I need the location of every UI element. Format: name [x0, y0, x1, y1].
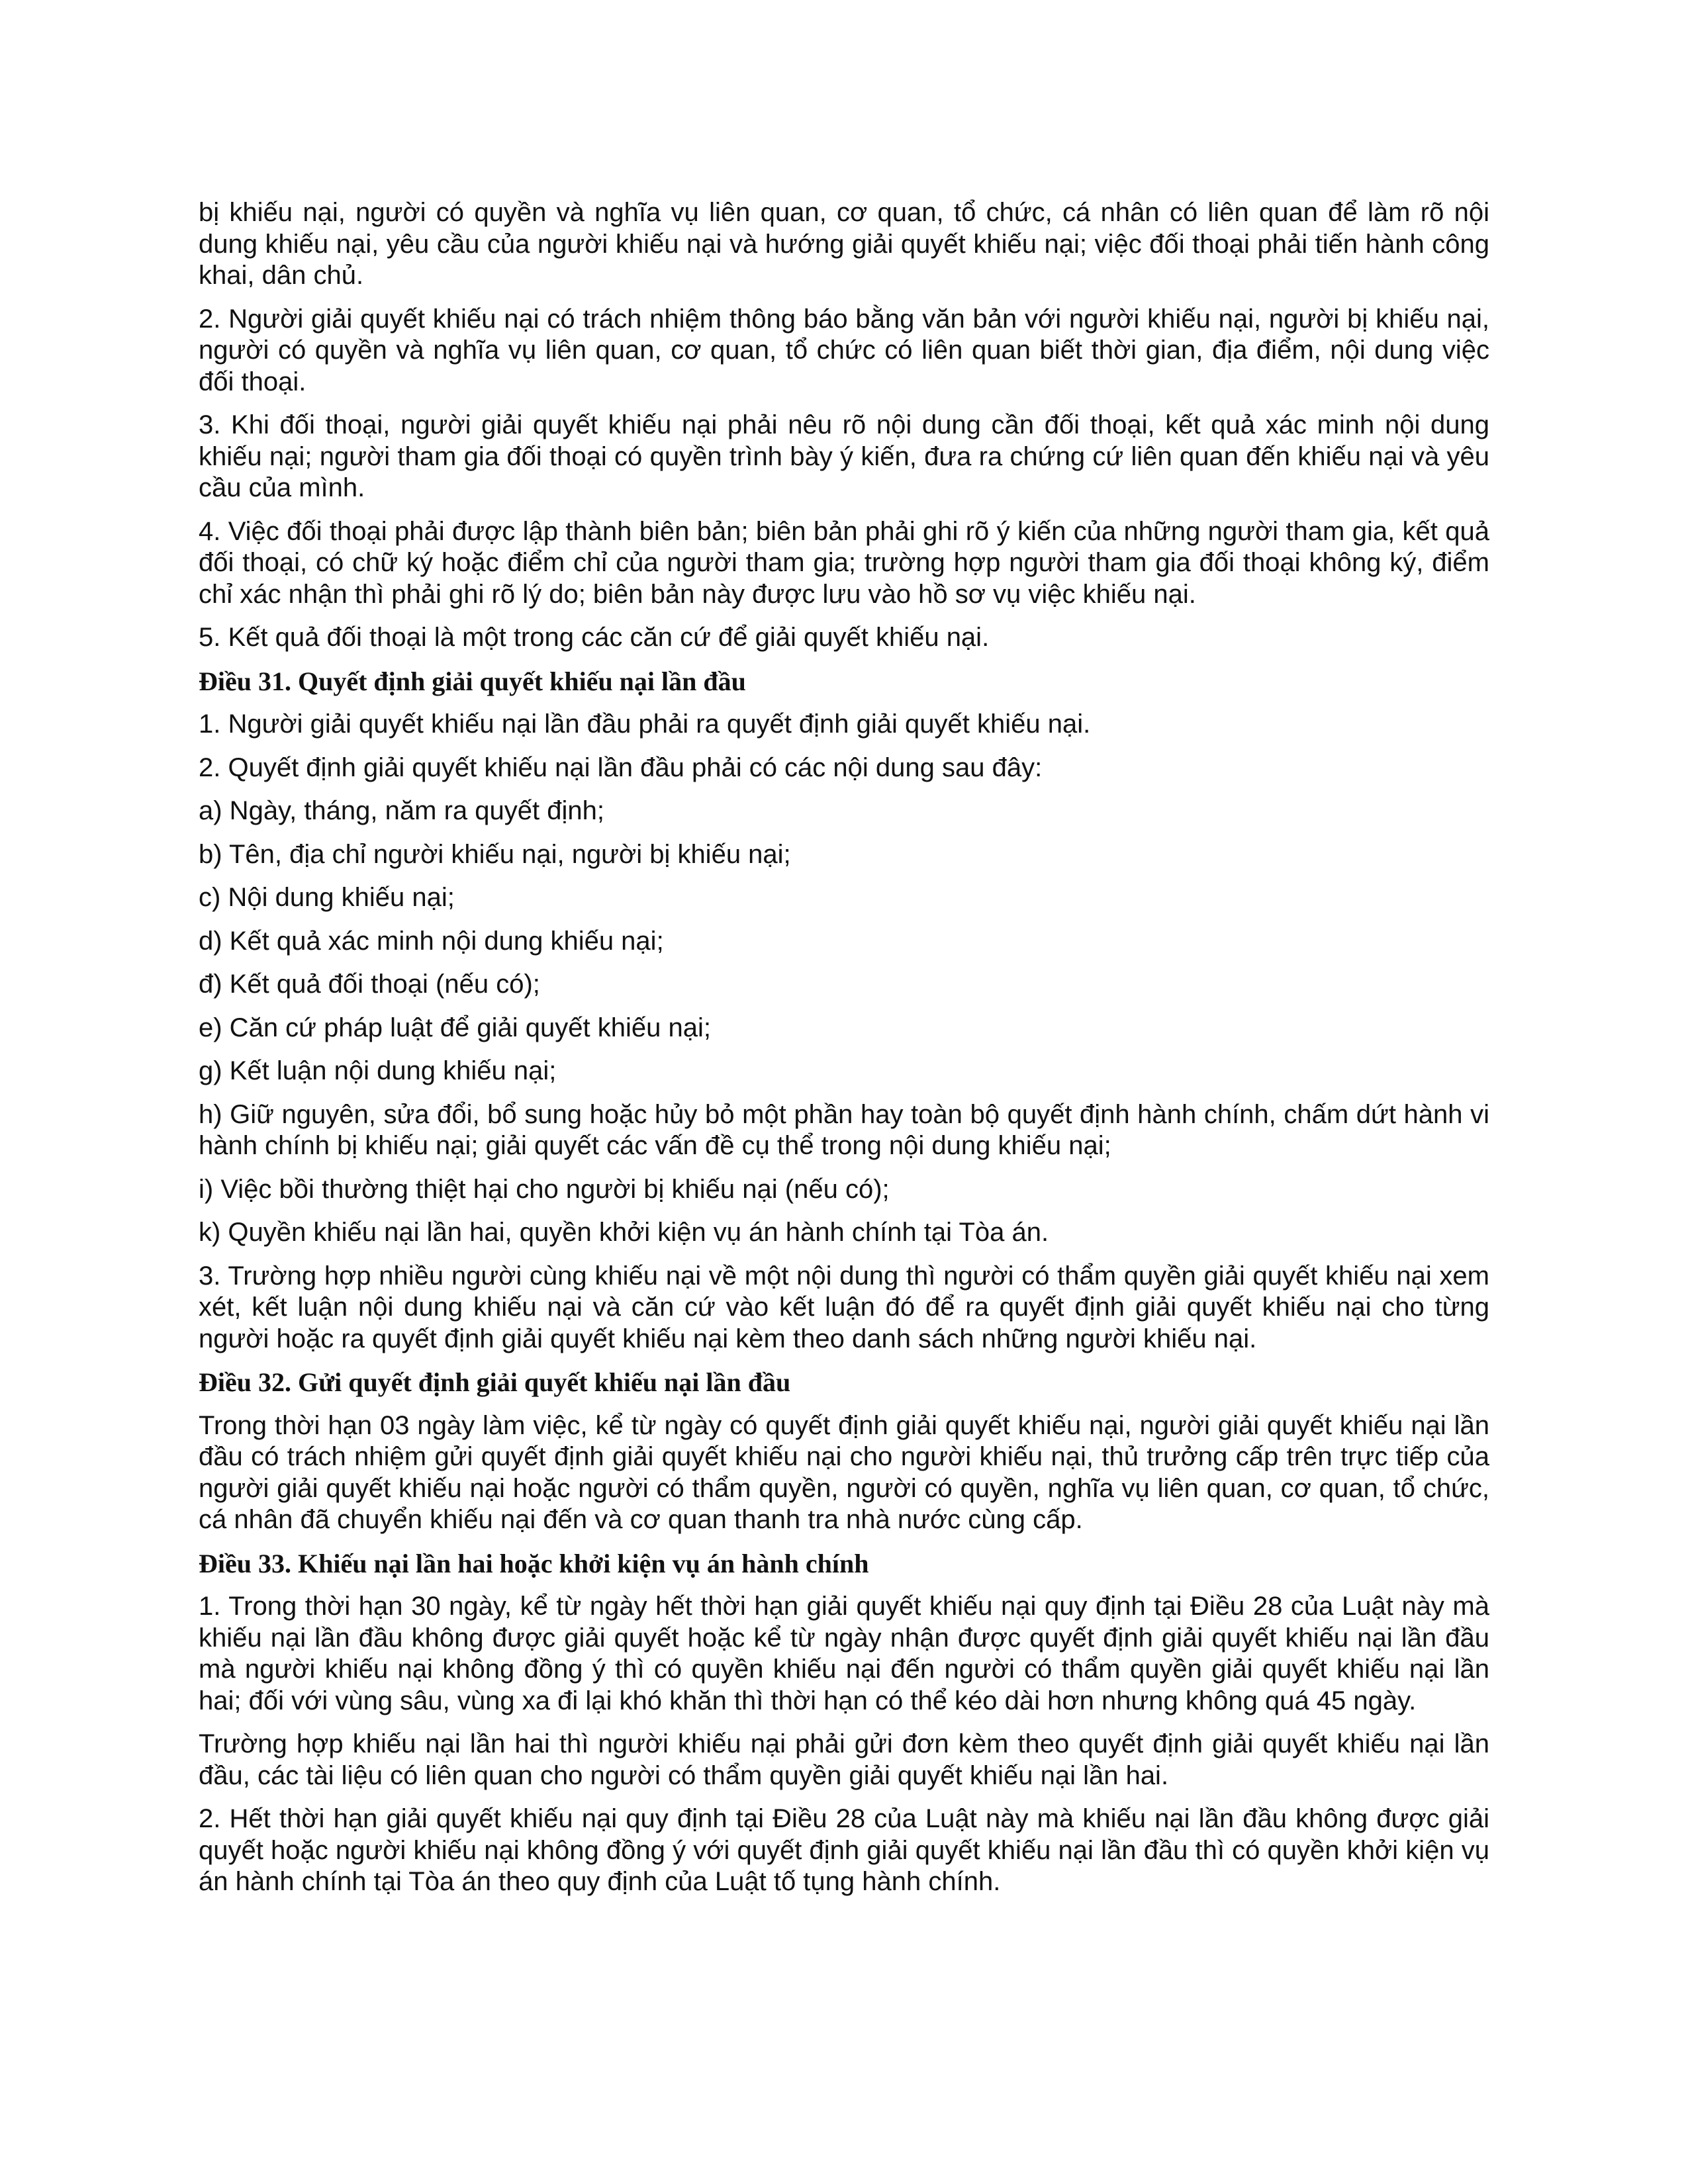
item-31-2-g: g) Kết luận nội dung khiếu nại; — [199, 1056, 557, 1085]
item-31-2-d: d) Kết quả xác minh nội dung khiếu nại; — [199, 926, 664, 956]
item-31-2-b: b) Tên, địa chỉ người khiếu nại, người bị khiếu nại; — [199, 839, 791, 869]
clause-33-2: 2. Hết thời hạn giải quyết khiếu nại quy định tại Điều 28 của Luật này mà khiếu nại lần đầu không được giải quyết hoặc người khiếu nại không đồng ý với quyết định giải quyết khiếu nại lần đầu thì có quyền khởi kiện vụ án hành chính tại Tòa án theo quy định của Luật tố tụng hành chính. — [199, 1804, 1489, 1896]
clause-33-1-second-case: Trường hợp khiếu nại lần hai thì người khiếu nại phải gửi đơn kèm theo quyết định giải quyết khiếu nại lần đầu, các tài liệu có liên quan cho người có thẩm quyền giải quyết khiếu nại lần hai. — [199, 1729, 1489, 1790]
item-31-2-k: k) Quyền khiếu nại lần hai, quyền khởi kiện vụ án hành chính tại Tòa án. — [199, 1218, 1049, 1247]
document-page — [199, 197, 1489, 1910]
item-31-2-i: i) Việc bồi thường thiệt hại cho người bị khiếu nại (nếu có); — [199, 1174, 890, 1204]
item-31-2-c: c) Nội dung khiếu nại; — [199, 883, 455, 912]
article-32-body: Trong thời hạn 03 ngày làm việc, kể từ ngày có quyết định giải quyết khiếu nại, người giải quyết khiếu nại lần đầu có trách nhiệm gửi quyết định giải quyết khiếu nại cho người khiếu nại, thủ trưởng cấp trên trực tiếp của người giải quyết khiếu nại hoặc người có thẩm quyền, người có quyền, nghĩa vụ liên quan, cơ quan, tổ chức, cá nhân đã chuyển khiếu nại đến và cơ quan thanh tra nhà nước cùng cấp. — [199, 1410, 1489, 1534]
clause-30-5: 5. Kết quả đối thoại là một trong các căn cứ để giải quyết khiếu nại. — [199, 623, 990, 652]
item-31-2-dd: đ) Kết quả đối thoại (nếu có); — [199, 970, 540, 999]
clause-30-4: 4. Việc đối thoại phải được lập thành biên bản; biên bản phải ghi rõ ý kiến của những người tham gia, kết quả đối thoại, có chữ ký hoặc điểm chỉ của người tham gia; trường hợp người tham gia đối thoại không ký, điểm chỉ xác nhận thì phải ghi rõ lý do; biên bản này được lưu vào hồ sơ vụ việc khiếu nại. — [199, 516, 1489, 609]
clause-31-2: 2. Quyết định giải quyết khiếu nại lần đầu phải có các nội dung sau đây: — [199, 752, 1043, 782]
article-31-heading: Điều 31. Quyết định giải quyết khiếu nại lần đầu — [199, 666, 746, 696]
clause-30-3: 3. Khi đối thoại, người giải quyết khiếu nại phải nêu rõ nội dung cần đối thoại, kết quả xác minh nội dung khiếu nại; người tham gia đối thoại có quyền trình bày ý kiến, đưa ra chứng cứ liên quan đến khiếu nại và yêu cầu của mình. — [199, 410, 1489, 502]
clause-30-2: 2. Người giải quyết khiếu nại có trách nhiệm thông báo bằng văn bản với người khiếu nại, người bị khiếu nại, người có quyền và nghĩa vụ liên quan, cơ quan, tổ chức có liên quan biết thời gian, địa điểm, nội dung việc đối thoại. — [199, 304, 1489, 396]
item-31-2-h: h) Giữ nguyên, sửa đổi, bổ sung hoặc hủy bỏ một phần hay toàn bộ quyết định hành chính, chấm dứt hành vi hành chính bị khiếu nại; giải quyết các vấn đề cụ thể trong nội dung khiếu nại; — [199, 1099, 1489, 1160]
item-31-2-a: a) Ngày, tháng, năm ra quyết định; — [199, 796, 604, 825]
clause-33-1: 1. Trong thời hạn 30 ngày, kể từ ngày hết thời hạn giải quyết khiếu nại quy định tại Điều 28 của Luật này mà khiếu nại lần đầu không được giải quyết hoặc kể từ ngày nhận được quyết định giải quyết khiếu nại lần đầu mà người khiếu nại không đồng ý thì có quyền khiếu nại đến người có thẩm quyền giải quyết khiếu nại lần hai; đối với vùng sâu, vùng xa đi lại khó khăn thì thời hạn có thể kéo dài hơn nhưng không quá 45 ngày. — [199, 1592, 1489, 1715]
item-31-2-e: e) Căn cứ pháp luật để giải quyết khiếu nại; — [199, 1013, 711, 1042]
clause-31-1: 1. Người giải quyết khiếu nại lần đầu phải ra quyết định giải quyết khiếu nại. — [199, 709, 1091, 739]
paragraph-continued-dialogue: bị khiếu nại, người có quyền và nghĩa vụ liên quan, cơ quan, tổ chức, cá nhân có liên quan để làm rõ nội dung khiếu nại, yêu cầu của người khiếu nại và hướng giải quyết khiếu nại; việc đối thoại phải tiến hành công khai, dân chủ. — [199, 198, 1489, 290]
clause-31-3: 3. Trường hợp nhiều người cùng khiếu nại về một nội dung thì người có thẩm quyền giải quyết khiếu nại xem xét, kết luận nội dung khiếu nại và căn cứ vào kết luận đó để ra quyết định giải quyết khiếu nại cho từng người hoặc ra quyết định giải quyết khiếu nại kèm theo danh sách những người khiếu nại. — [199, 1261, 1489, 1353]
article-33-heading: Điều 33. Khiếu nại lần hai hoặc khởi kiện vụ án hành chính — [199, 1548, 869, 1578]
article-32-heading: Điều 32. Gửi quyết định giải quyết khiếu nại lần đầu — [199, 1367, 791, 1397]
